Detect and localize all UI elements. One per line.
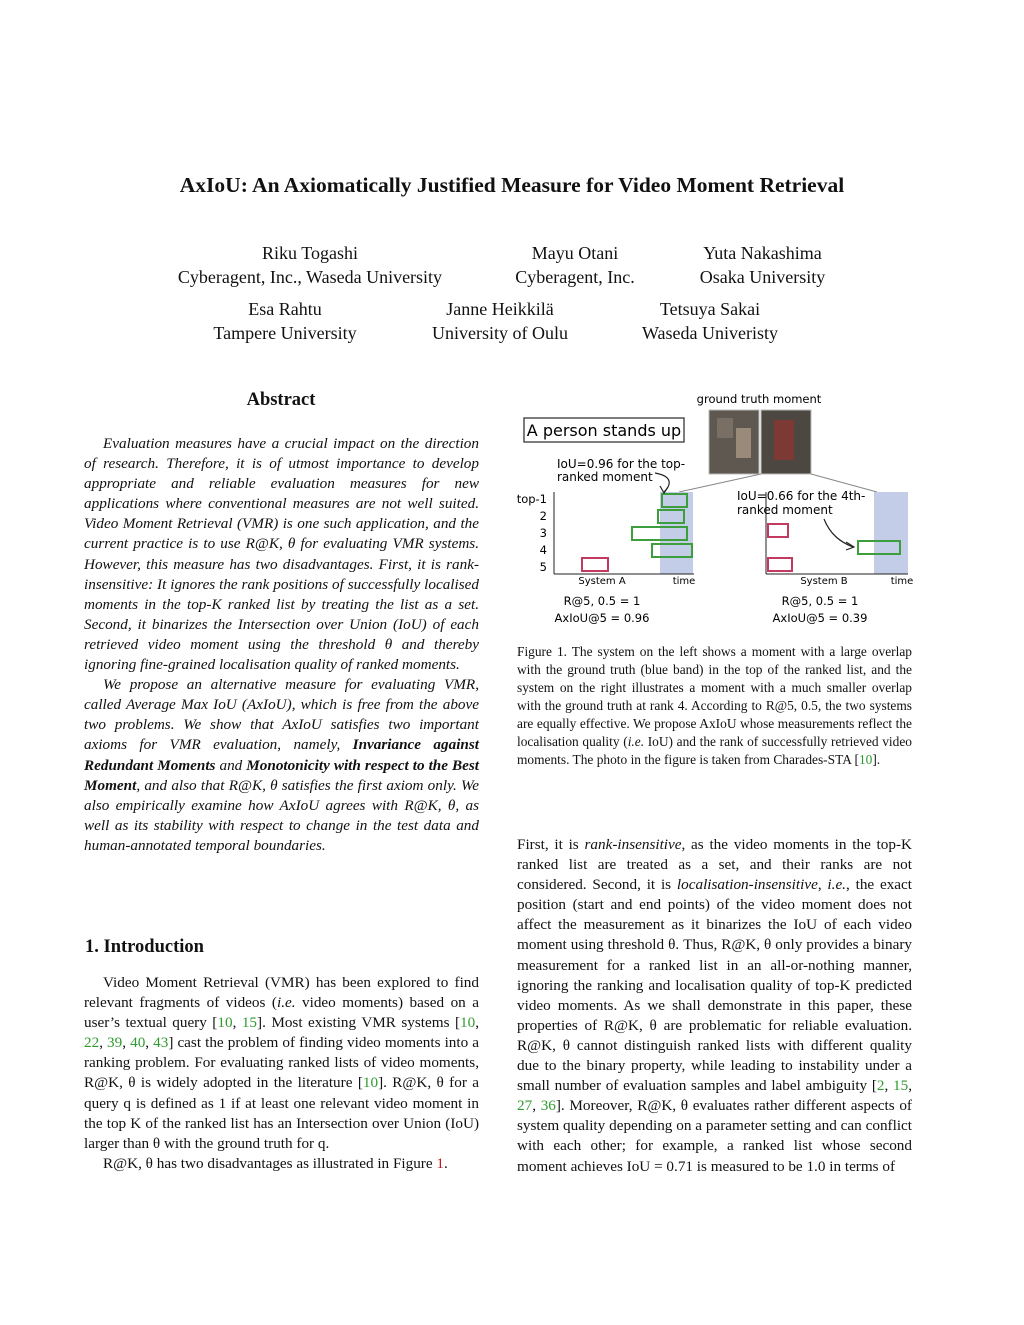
iou-annotation-a-line-1: IoU=0.96 for the top- (557, 457, 686, 471)
iou-annotation-b-line-1: IoU=0.66 for the 4th- (737, 489, 866, 503)
time-axis-label: time (890, 576, 914, 587)
video-frame-detail (774, 420, 794, 460)
author-affiliation: Osaka University (699, 267, 826, 287)
moment-b-rank-3 (768, 524, 788, 537)
axiom-2: Monotonicity with respect to the Best Moment (84, 756, 479, 794)
rank-label: 5 (539, 560, 547, 574)
video-frame-1 (709, 410, 759, 474)
text: rank-insensitive (584, 836, 682, 853)
text: ] cast the problem of finding video moments into a ranking problem. For evaluating ranked lists of video moments, R@K, θ is widely adopted in the literature [ (84, 1034, 480, 1092)
abstract-heading: Abstract (246, 390, 316, 410)
video-frame-detail (736, 428, 751, 458)
ground-truth-band-b (874, 492, 908, 574)
citation-link[interactable]: 36 (540, 1097, 556, 1115)
text: Video Moment Retrieval (VMR) has been explored to find relevant fragments of videos ( (84, 974, 479, 1012)
time-axis-label: time (672, 576, 696, 587)
intro-paragraph-2 (84, 1154, 479, 1174)
system-a-label: System A (578, 576, 626, 587)
citation-link[interactable]: 2 (876, 1077, 885, 1095)
text: , (532, 1097, 541, 1115)
author-5 (410, 297, 590, 345)
text: i.e. (627, 734, 645, 749)
system-a-recall: R@5, 0.5 = 1 (563, 594, 641, 608)
system-a-axiou: AxIoU@5 = 0.96 (554, 611, 650, 625)
arrow-b (824, 519, 853, 547)
text: , (99, 1034, 108, 1052)
author-3 (680, 241, 845, 289)
text: and (215, 756, 247, 774)
citation-link[interactable]: 10 (460, 1014, 476, 1032)
section-heading-introduction: 1. Introduction (85, 937, 204, 957)
rank-label: 4 (539, 543, 547, 557)
author-affiliation: Tampere University (213, 323, 357, 343)
citation-link[interactable]: 27 (517, 1097, 533, 1115)
figure-1-caption (517, 643, 912, 769)
citation-link[interactable]: 43 (153, 1034, 169, 1052)
citation-link[interactable]: 39 (107, 1034, 123, 1052)
author-affiliation: University of Oulu (432, 323, 568, 343)
text: , the exact position (start and end points) of the video moment does not affect the measurement as it binarizes the IoU of each video moment using threshold θ. Thus, R@K, θ only provides a binary measurement for a ranked list in an all-or-nothing manner, ignoring the ranking and localisation quality of top-K predicted video moments. As we shall demonstrate in this paper, these properties of R@K, θ are problematic for reliable evaluation. R@K, θ cannot distinguish ranked lists with different quality due to the binary property, while leading to instability under a small number of evaluation samples and label ambiguity [ (517, 876, 912, 1095)
iou-annotation-a-line-2: ranked moment (557, 470, 653, 484)
citation-link[interactable]: 10 (362, 1074, 379, 1092)
author-6 (620, 297, 800, 345)
author-affiliation: Cyberagent, Inc. (515, 267, 635, 287)
ground-truth-label: ground truth moment (696, 392, 822, 406)
rank-label: 3 (539, 526, 547, 540)
citation-link[interactable]: 15 (241, 1014, 258, 1032)
citation-link[interactable]: 40 (130, 1034, 146, 1052)
text: , (908, 1077, 912, 1095)
intro-body (84, 973, 479, 1174)
text: , (232, 1014, 242, 1032)
text: We propose an alternative measure for evaluating VMR, called Average Max IoU (AxIoU), which is free from the above two problems. We show that AxIoU satisfies two important axioms for VMR evaluation, namely, (84, 676, 479, 754)
text: ]. (872, 752, 881, 767)
text: , and also that R@K, θ satisfies the first axiom only. We also empirically examine how AxIoU agrees with R@K, θ, as well as its stability with respect to change in the test data and human-annotated temporal boundaries. (84, 776, 479, 854)
system-b-recall: R@5, 0.5 = 1 (781, 594, 859, 608)
ground-truth-band-a (660, 492, 693, 574)
right-paragraph (517, 835, 912, 1177)
figure-link[interactable]: 1 (436, 1154, 444, 1172)
paper-title: AxIoU: An Axiomatically Justified Measure for Video Moment Retrieval (179, 173, 845, 197)
system-b-label: System B (800, 576, 848, 587)
iou-annotation-b-line-2: ranked moment (737, 503, 833, 517)
rank-label: top-1 (516, 492, 547, 506)
axiom-1: Invariance against Redundant Moments (84, 736, 479, 774)
intro-paragraph-1 (84, 973, 479, 1154)
text: i.e. (276, 994, 296, 1012)
text: video moments) based on a user’s textual query [ (84, 994, 479, 1032)
text: First, it is (517, 836, 585, 853)
author-name: Yuta Nakashima (703, 243, 822, 263)
author-affiliation: Cyberagent, Inc., Waseda University (177, 267, 443, 287)
citation-link[interactable]: 22 (84, 1034, 100, 1052)
text: ]. Most existing VMR systems [ (257, 1014, 461, 1032)
text: ]. R@K, θ for a query q is defined as 1 if at least one relevant video moment in the top K of the ranked list has an Intersection over Union (IoU) larger than θ with the ground truth for q. (84, 1074, 479, 1152)
author-name: Mayu Otani (531, 243, 619, 263)
query-text: A person stands up (526, 421, 682, 440)
citation-link[interactable]: 10 (217, 1014, 233, 1032)
moment-a-rank-5 (582, 558, 608, 571)
video-frame-detail (717, 418, 733, 438)
text: , (475, 1014, 479, 1032)
text: , (884, 1077, 894, 1095)
text: . (444, 1154, 448, 1172)
author-1 (160, 241, 460, 289)
text: , (145, 1034, 154, 1052)
text: IoU) and the rank of successfully retrieved video moments. The photo in the figure is taken from Charades-STA [ (517, 734, 912, 767)
abstract-paragraph-2 (84, 675, 479, 856)
author-name: Tetsuya Sakai (659, 299, 761, 319)
author-4 (195, 297, 375, 345)
author-name: Esa Rahtu (248, 299, 322, 319)
text: , (122, 1034, 131, 1052)
text: , as the video moments in the top-K ranked list are treated as a set, and their ranks are not considered. Second, it is (517, 836, 912, 894)
text: , (817, 876, 828, 894)
text: localisation-insensitive (676, 876, 818, 894)
citation-link[interactable]: 15 (893, 1077, 909, 1095)
figure-1 (512, 388, 924, 630)
citation-link[interactable]: 10 (858, 752, 873, 767)
text: R@K, θ has two disadvantages as illustrated in Figure (103, 1154, 437, 1172)
arrow-head-a (660, 486, 668, 493)
rank-label: 2 (539, 509, 547, 523)
author-affiliation: Waseda Univeristy (641, 323, 778, 343)
abstract-paragraph-1: Evaluation measures have a crucial impact on the direction of research. Therefore, it is of utmost importance to develop appropriate and reliable evaluation measures for new applications where conventional measures are not well suited. Video Moment Retrieval (VMR) is one such application, and the current practice is to use R@K, θ for evaluating VMR systems. However, this measure has two disadvantages. First, it is rank-insensitive: It ignores the rank positions of successfully localised moments in the top-K ranked list by treating the list as a set. Second, it binarizes the Intersection over Union (IoU) of each retrieved video moment using the threshold θ and thereby ignoring fine-grained localisation quality of ranked moments. (84, 435, 479, 674)
text: i.e. (827, 876, 846, 894)
right-column-body (517, 835, 912, 1177)
moment-b-rank-5 (768, 558, 792, 571)
abstract-body (84, 434, 479, 856)
text: ]. Moreover, R@K, θ evaluates rather different aspects of system quality depending on a parameter setting and can conflict with each other; for example, a ranked list whose second moment achieves IoU = 0.71 is measured to be 1.0 in terms of (517, 1097, 912, 1175)
system-b-axiou: AxIoU@5 = 0.39 (772, 611, 868, 625)
text: Figure 1. The system on the left shows a moment with a large overlap with the ground truth (blue band) in the top of the ranked list, and the system on the right illustrates a moment with a much smaller overlap with the ground truth at rank 4. According to R@5, 0.5, the two systems are equally effective. We propose AxIoU whose measurements reflect the localisation quality ( (517, 644, 912, 749)
author-name: Janne Heikkilä (446, 299, 554, 319)
caption-text (517, 643, 912, 769)
author-name: Riku Togashi (262, 243, 358, 263)
author-2 (495, 241, 655, 289)
